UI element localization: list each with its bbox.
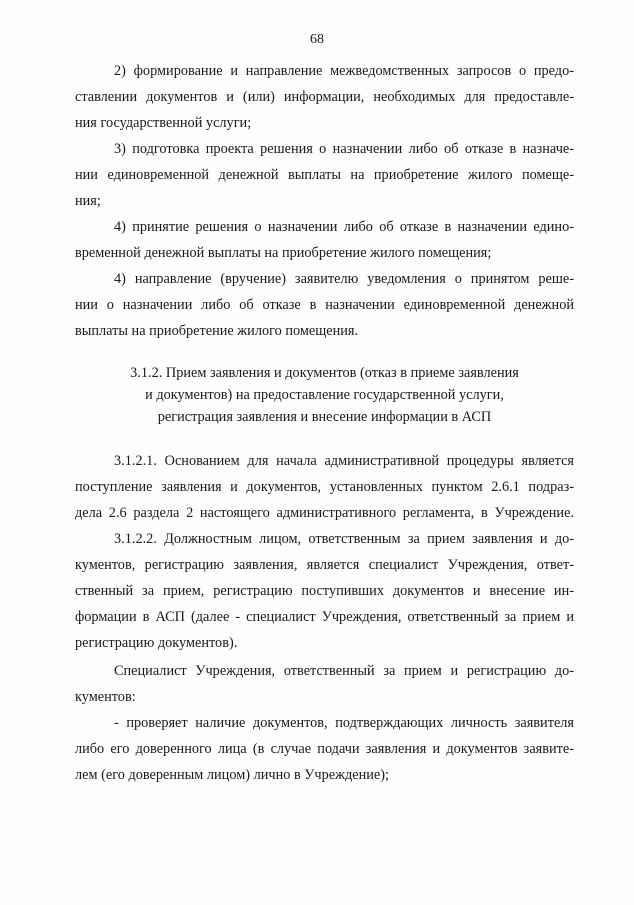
specialist-intro-line-1: Специалист Учреждения, ответственный за прием и регистрацию до- xyxy=(114,663,574,679)
item-3-line-1: 3) подготовка проекта решения о назначении либо об отказе в назначе- xyxy=(114,141,574,157)
check-identity-line-3: лем (его доверенным лицом) лично в Учреждение); xyxy=(75,767,389,783)
check-identity-line-2: либо его доверенного лица (в случае подачи заявления и документов заявите- xyxy=(75,741,574,757)
clause-3-1-2-2-line-2: кументов, регистрацию заявления, является специалист Учреждения, ответ- xyxy=(75,557,574,573)
item-4b-line-3: выплаты на приобретение жилого помещения. xyxy=(75,323,359,339)
clause-3-1-2-1-line-1: 3.1.2.1. Основанием для начала административной процедуры является xyxy=(114,453,574,469)
page-number: 68 xyxy=(310,32,324,47)
clause-3-1-2-2-line-1: 3.1.2.2. Должностным лицом, ответственным за прием заявления и до- xyxy=(114,531,574,547)
section-heading-line-1: 3.1.2. Прием заявления и документов (отказ в приеме заявления xyxy=(130,365,519,381)
item-2-line-3: ния государственной услуги; xyxy=(75,115,252,131)
item-2-line-2: ставлении документов и (или) информации, необходимых для предоставле- xyxy=(75,89,574,105)
clause-3-1-2-1-line-2: поступление заявления и документов, установленных пунктом 2.6.1 подраз- xyxy=(75,479,574,495)
item-4b-line-2: нии о назначении либо об отказе в назначении единовременной денежной xyxy=(75,297,574,313)
item-4b-line-1: 4) направление (вручение) заявителю уведомления о принятом реше- xyxy=(114,271,574,287)
item-4a-line-1: 4) принятие решения о назначении либо об отказе в назначении едино- xyxy=(114,219,574,235)
section-heading-line-2: и документов) на предоставление государственной услуги, xyxy=(145,387,504,403)
item-2-line-1: 2) формирование и направление межведомственных запросов о предо- xyxy=(114,63,574,79)
item-3-line-3: ния; xyxy=(75,193,101,209)
item-4a-line-2: временной денежной выплаты на приобретение жилого помещения; xyxy=(75,245,492,261)
check-identity-line-1: - проверяет наличие документов, подтверждающих личность заявителя xyxy=(114,715,574,731)
clause-3-1-2-2-line-4: формации в АСП (далее - специалист Учреждения, ответственный за прием и xyxy=(75,609,574,625)
clause-3-1-2-1-line-3: дела 2.6 раздела 2 настоящего административного регламента, в Учреждение. xyxy=(75,505,574,521)
item-3-line-2: нии единовременной денежной выплаты на приобретение жилого помеще- xyxy=(75,167,574,183)
clause-3-1-2-2-line-3: ственный за прием, регистрацию поступивших документов и внесение ин- xyxy=(75,583,574,599)
section-heading-line-3: регистрация заявления и внесение информации в АСП xyxy=(157,409,492,425)
clause-3-1-2-2-line-5: регистрацию документов). xyxy=(75,635,238,651)
specialist-intro-line-2: кументов: xyxy=(75,689,136,705)
